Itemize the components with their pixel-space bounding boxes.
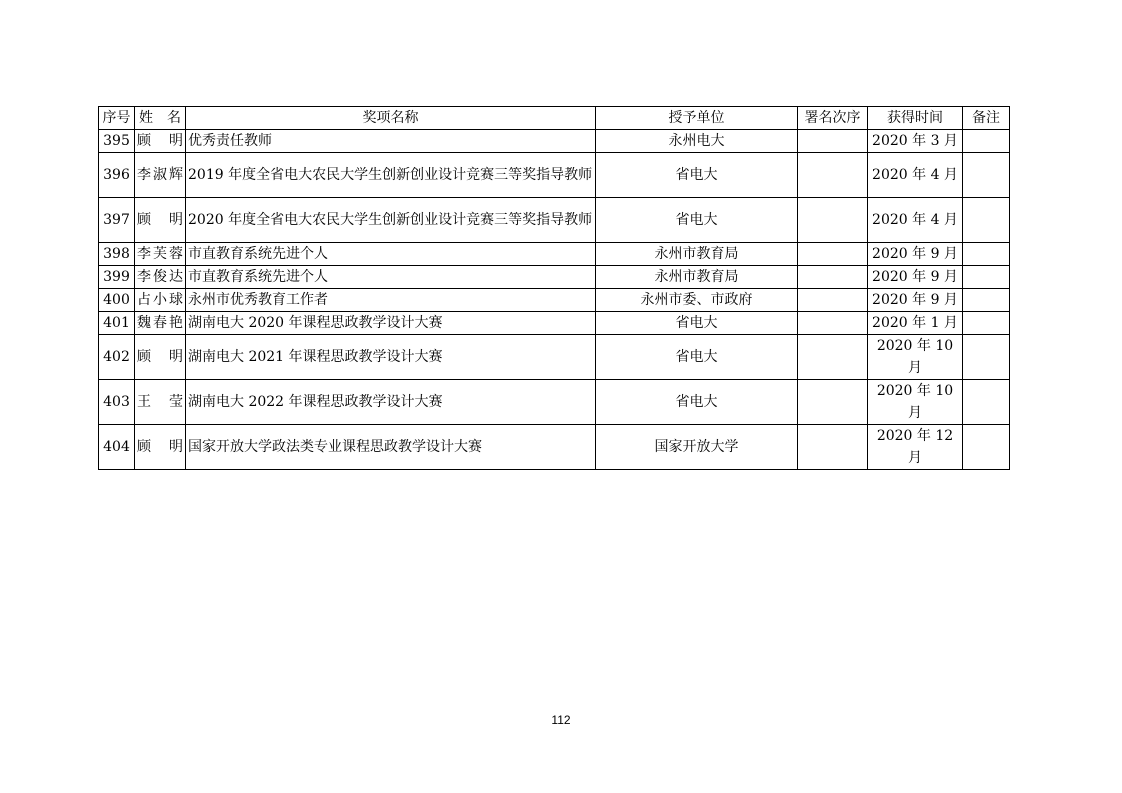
cell-name: 顾 明: [135, 198, 186, 243]
cell-order: [798, 335, 868, 380]
cell-unit: 省电大: [596, 335, 798, 380]
cell-note: [963, 380, 1010, 425]
cell-order: [798, 266, 868, 289]
cell-note: [963, 289, 1010, 312]
cell-time: 2020 年 4 月: [868, 153, 963, 198]
table-row: [99, 198, 1010, 243]
cell-note: [963, 243, 1010, 266]
cell-note: [963, 198, 1010, 243]
header-note: 备注: [963, 107, 1010, 130]
header-time: 获得时间: [868, 107, 963, 130]
cell-no: 400: [99, 289, 135, 312]
table-row: [99, 289, 1010, 312]
cell-note: [963, 266, 1010, 289]
table-header-row: [99, 107, 1010, 130]
cell-award: 2020 年度全省电大农民大学生创新创业设计竞赛三等奖指导教师: [186, 198, 596, 243]
cell-award: 国家开放大学政法类专业课程思政教学设计大赛: [186, 425, 596, 470]
cell-no: 403: [99, 380, 135, 425]
table-row: [99, 153, 1010, 198]
cell-unit: 省电大: [596, 198, 798, 243]
cell-unit: 永州市教育局: [596, 243, 798, 266]
header-award: 奖项名称: [186, 107, 596, 130]
cell-no: 402: [99, 335, 135, 380]
page-number: 112: [551, 713, 571, 727]
cell-note: [963, 335, 1010, 380]
cell-time: 2020 年 10 月: [868, 380, 963, 425]
cell-name: 李芙蓉: [135, 243, 186, 266]
cell-time: 2020 年 3 月: [868, 130, 963, 153]
cell-name: 李淑辉: [135, 153, 186, 198]
cell-name: 顾 明: [135, 130, 186, 153]
cell-note: [963, 312, 1010, 335]
cell-order: [798, 243, 868, 266]
header-no: 序号: [99, 107, 135, 130]
cell-unit: 永州市委、市政府: [596, 289, 798, 312]
cell-order: [798, 380, 868, 425]
table-row: [99, 425, 1010, 470]
header-name: 姓 名: [135, 107, 186, 130]
cell-name: 王 莹: [135, 380, 186, 425]
cell-unit: 省电大: [596, 312, 798, 335]
table-row: [99, 380, 1010, 425]
cell-award: 湖南电大 2020 年课程思政教学设计大赛: [186, 312, 596, 335]
cell-note: [963, 130, 1010, 153]
table-row: [99, 335, 1010, 380]
table-row: [99, 312, 1010, 335]
cell-award: 湖南电大 2021 年课程思政教学设计大赛: [186, 335, 596, 380]
cell-name: 李俊达: [135, 266, 186, 289]
table-row: [99, 130, 1010, 153]
header-unit: 授予单位: [596, 107, 798, 130]
cell-time: 2020 年 10 月: [868, 335, 963, 380]
cell-unit: 永州电大: [596, 130, 798, 153]
cell-time: 2020 年 4 月: [868, 198, 963, 243]
cell-award: 永州市优秀教育工作者: [186, 289, 596, 312]
cell-time: 2020 年 1 月: [868, 312, 963, 335]
cell-name: 魏春艳: [135, 312, 186, 335]
cell-time: 2020 年 9 月: [868, 289, 963, 312]
awards-table: [98, 106, 1010, 470]
cell-unit: 省电大: [596, 153, 798, 198]
cell-no: 401: [99, 312, 135, 335]
cell-award: 湖南电大 2022 年课程思政教学设计大赛: [186, 380, 596, 425]
cell-order: [798, 425, 868, 470]
cell-name: 占小球: [135, 289, 186, 312]
cell-name: 顾 明: [135, 425, 186, 470]
cell-time: 2020 年 9 月: [868, 243, 963, 266]
cell-award: 市直教育系统先进个人: [186, 243, 596, 266]
cell-no: 399: [99, 266, 135, 289]
cell-name: 顾 明: [135, 335, 186, 380]
cell-order: [798, 198, 868, 243]
cell-unit: 省电大: [596, 380, 798, 425]
cell-note: [963, 425, 1010, 470]
cell-order: [798, 130, 868, 153]
cell-time: 2020 年 12 月: [868, 425, 963, 470]
cell-award: 市直教育系统先进个人: [186, 266, 596, 289]
cell-no: 397: [99, 198, 135, 243]
cell-no: 404: [99, 425, 135, 470]
cell-note: [963, 153, 1010, 198]
cell-no: 395: [99, 130, 135, 153]
cell-unit: 永州市教育局: [596, 266, 798, 289]
cell-order: [798, 153, 868, 198]
cell-order: [798, 312, 868, 335]
table-row: [99, 266, 1010, 289]
cell-award: 优秀责任教师: [186, 130, 596, 153]
cell-time: 2020 年 9 月: [868, 266, 963, 289]
cell-no: 398: [99, 243, 135, 266]
cell-no: 396: [99, 153, 135, 198]
cell-award: 2019 年度全省电大农民大学生创新创业设计竞赛三等奖指导教师: [186, 153, 596, 198]
header-order: 署名次序: [798, 107, 868, 130]
table-row: [99, 243, 1010, 266]
cell-order: [798, 289, 868, 312]
cell-unit: 国家开放大学: [596, 425, 798, 470]
